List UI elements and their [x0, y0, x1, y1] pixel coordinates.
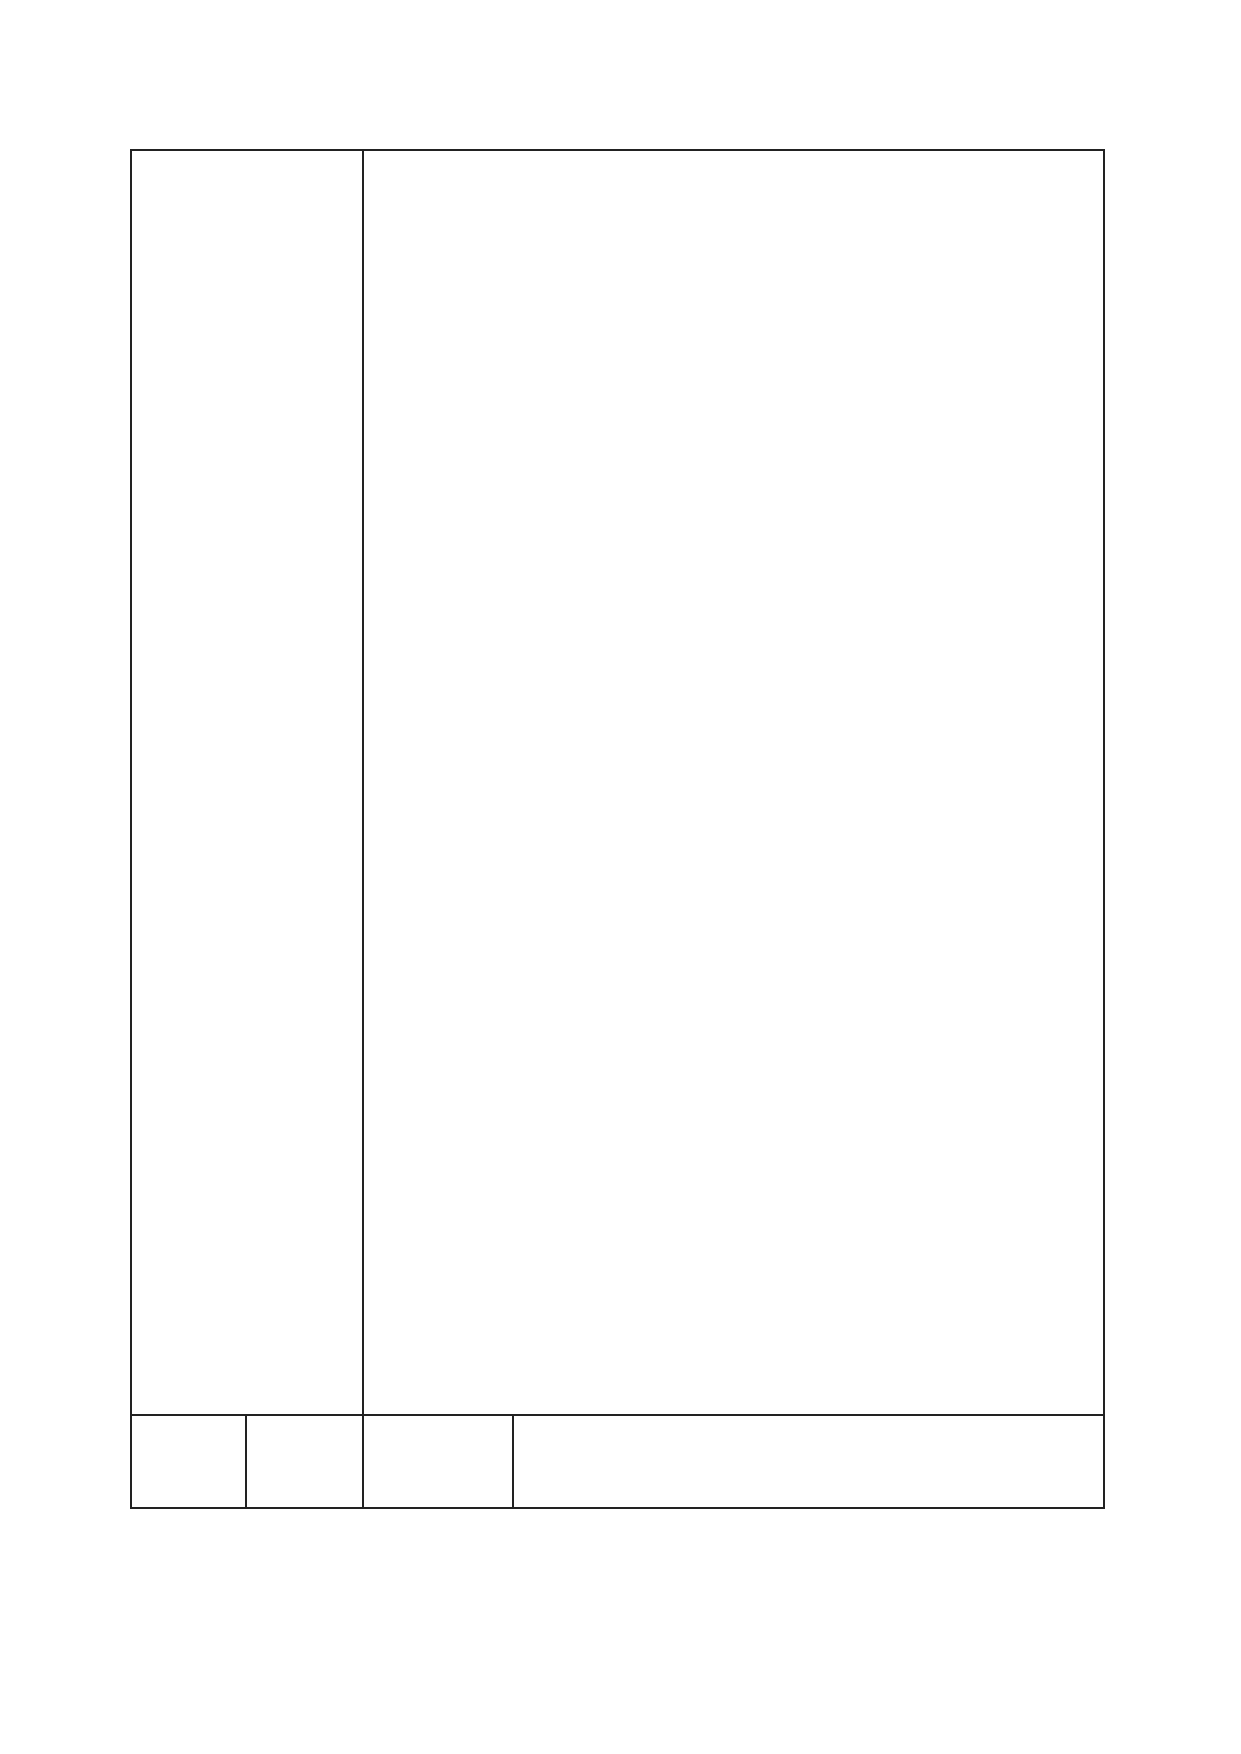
- table-divider-footer-row: [130, 1414, 1105, 1416]
- table-border-top: [130, 149, 1105, 151]
- scissor-brace-diagram: [380, 205, 1070, 495]
- table-border-bottom: [130, 1507, 1105, 1509]
- table-divider-footer-col1: [245, 1414, 247, 1509]
- table-border-right: [1103, 149, 1105, 1509]
- table-divider-main: [362, 149, 364, 1509]
- table-border-left: [130, 149, 132, 1509]
- table-divider-footer-col3: [512, 1414, 514, 1509]
